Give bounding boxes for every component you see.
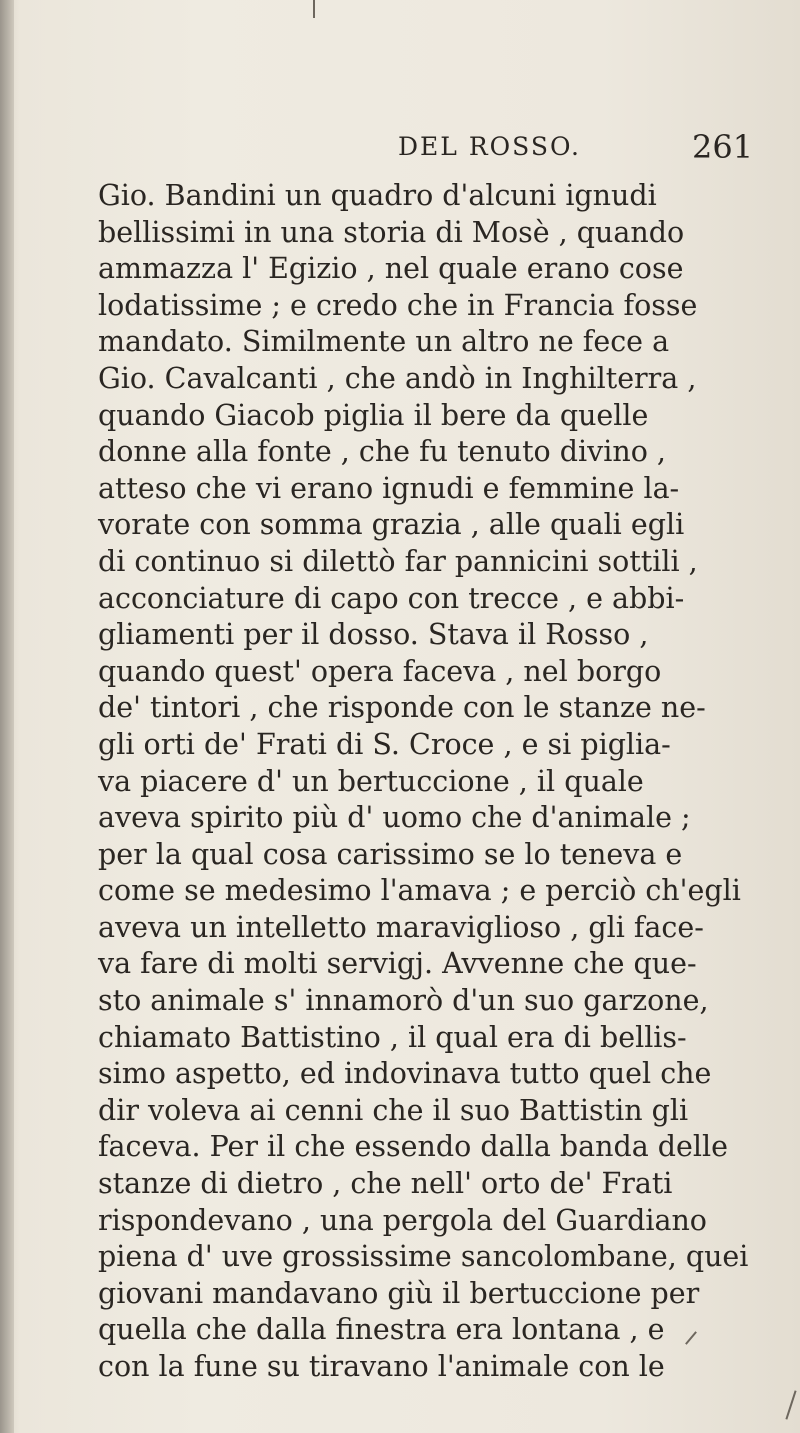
text-line: aveva spirito più d' uomo che d'animale ; — [98, 801, 691, 835]
text-line: donne alla fonte , che fu tenuto divino , — [98, 435, 666, 469]
text-line: simo aspetto, ed indovinava tutto quel che — [98, 1057, 712, 1091]
text-line: rispondevano , una pergola del Guardiano — [98, 1203, 707, 1237]
text-line: sto animale s' innamorò d'un suo garzone, — [98, 984, 709, 1018]
text-line: per la qual cosa carissimo se lo teneva e — [98, 837, 683, 871]
text-line: Gio. Cavalcanti , che andò in Inghilterra , — [98, 361, 697, 395]
text-line: va fare di molti servigj. Avvenne che que- — [98, 947, 697, 981]
text-line: quando Giacob piglia il bere da quelle — [98, 398, 649, 432]
page-number: 261 — [692, 128, 754, 166]
text-line: lodatissime ; e credo che in Francia fosse — [98, 288, 698, 322]
text-line: piena d' uve grossissime sancolombane, quei — [98, 1240, 749, 1274]
text-line: stanze di dietro , che nell' orto de' Frati — [98, 1167, 673, 1201]
text-line: gli orti de' Frati di S. Croce , e si piglia- — [98, 727, 671, 761]
text-line: gliamenti per il dosso. Stava il Rosso , — [98, 618, 649, 652]
text-line: Gio. Bandini un quadro d'alcuni ignudi — [98, 179, 657, 212]
text-line: chiamato Battistino , il qual era di bellis- — [98, 1020, 687, 1054]
body-text — [98, 178, 788, 1386]
text-line: quando quest' opera faceva , nel borgo — [98, 654, 662, 688]
text-line: acconciature di capo con trecce , e abbi- — [98, 581, 685, 615]
binding-gutter — [0, 0, 14, 1433]
text-line: quella che dalla finestra era lontana , e — [98, 1313, 665, 1347]
text-line: dir voleva ai cenni che il suo Battistin gli — [98, 1093, 689, 1127]
text-line: come se medesimo l'amava ; e perciò ch'egli — [98, 874, 741, 908]
text-line: atteso che vi erano ignudi e femmine la- — [98, 471, 680, 505]
running-head: DEL ROSSO. — [398, 132, 581, 161]
text-line: va piacere d' un bertuccione , il quale — [98, 764, 644, 798]
text-line: mandato. Similmente un altro ne fece a — [98, 325, 670, 359]
text-line: giovani mandavano giù il bertuccione per — [98, 1276, 700, 1310]
text-line: vorate con somma grazia , alle quali egli — [98, 508, 685, 542]
text-line: faceva. Per il che essendo dalla banda delle — [98, 1130, 728, 1164]
text-line: di continuo si dilettò far pannicini sottili , — [98, 544, 698, 578]
page-header — [0, 128, 800, 172]
text-line: de' tintori , che risponde con le stanze ne- — [98, 691, 706, 725]
text-line: con la fune su tiravano l'animale con le — [98, 1350, 665, 1383]
text-line: aveva un intelletto maraviglioso , gli face- — [98, 910, 704, 944]
ink-mark — [313, 0, 315, 18]
text-line: ammazza l' Egizio , nel quale erano cose — [98, 252, 684, 286]
ink-mark — [785, 1390, 796, 1419]
text-line: bellissimi in una storia di Mosè , quando — [98, 215, 685, 249]
